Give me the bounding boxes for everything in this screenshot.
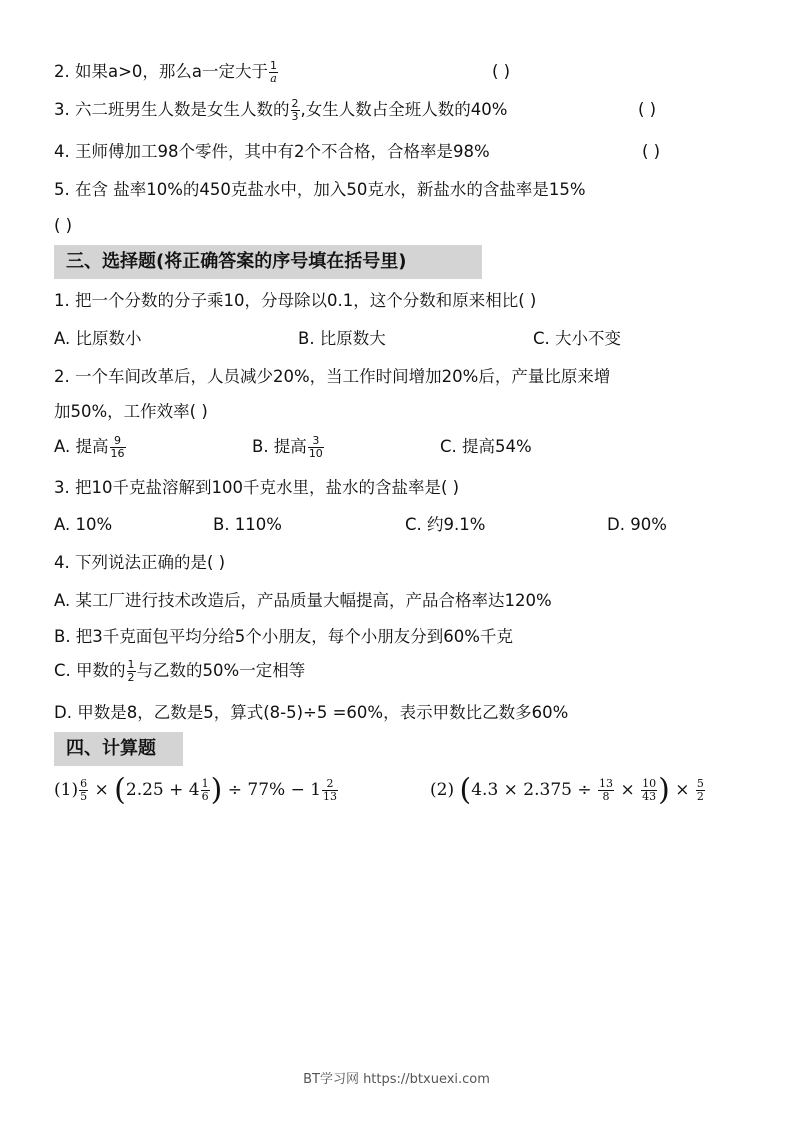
judgement-q2 — [54, 57, 279, 87]
expr-label: (1) — [54, 780, 79, 800]
expr-label: (2) — [430, 780, 455, 800]
footer-watermark: BT学习网 https://btxuexi.com — [303, 1072, 490, 1087]
option-label: C. 甲数的 — [54, 661, 126, 680]
question-text: 4. 王师傅加工98个零件，其中有2个不合格，合格率是98% — [54, 142, 490, 161]
fraction: $\frac{9}{16}$ — [110, 434, 125, 460]
question-text: 3. 六二班男生人数是女生人数的 — [54, 100, 290, 119]
fraction: $\frac{2}{3}$ — [291, 97, 299, 123]
option-a: A. 10% — [54, 515, 113, 534]
fraction: $\frac{6}{5}$ — [80, 777, 88, 803]
option-c: C. 约9.1% — [405, 515, 486, 534]
section-heading-calc: 四、计算题 — [54, 732, 183, 766]
choice-q3: 3. 把10千克盐溶解到100千克水里，盐水的含盐率是( ) — [54, 478, 460, 497]
expr-part: 4.3 × 2.375 ÷ — [471, 780, 592, 800]
judgement-q4 — [54, 137, 490, 167]
option-c: C. 提高54% — [440, 437, 532, 456]
option-label: B. 提高 — [252, 437, 307, 456]
choice-q2: 2. 一个车间改革后，人员减少20%，当工作时间增加20%后，产量比原来增 — [54, 367, 611, 386]
answer-paren: ( ) — [638, 100, 657, 119]
answer-paren: ( ) — [642, 142, 661, 161]
option-b: B. 把3千克面包平均分给5个小朋友，每个小朋友分到60%千克 — [54, 627, 513, 646]
option-a — [54, 432, 127, 462]
operator: × — [675, 780, 690, 800]
question-text-cont: ,女生人数占全班人数的40% — [300, 100, 508, 119]
option-a: A. 某工厂进行技术改造后，产品质量大幅提高，产品合格率达120% — [54, 591, 552, 610]
fraction: $\frac{5}{2}$ — [696, 777, 704, 803]
option-d: D. 甲数是8，乙数是5，算式(8-5)÷5 =60%，表示甲数比乙数多60% — [54, 703, 569, 722]
calc-expression-1 — [54, 770, 339, 810]
option-a: A. 比原数小 — [54, 329, 142, 348]
expr-part: ÷ 77% − 1 — [227, 780, 322, 800]
choice-q2-cont: 加50%，工作效率( ) — [54, 402, 208, 421]
choice-q4: 4. 下列说法正确的是( ) — [54, 553, 226, 572]
choice-q1: 1. 把一个分数的分子乘10，分母除以0.1，这个分数和原来相比( ) — [54, 291, 537, 310]
calc-expression-2 — [430, 770, 706, 810]
option-b: B. 比原数大 — [298, 329, 386, 348]
operator: × — [620, 780, 635, 800]
fraction: $\frac{3}{10}$ — [308, 434, 323, 460]
option-text: 与乙数的50%一定相等 — [136, 661, 306, 680]
operator: × — [94, 780, 109, 800]
question-text: 5. 在含 盐率10%的450克盐水中，加入50克水，新盐水的含盐率是15% — [54, 180, 586, 199]
judgement-q5 — [54, 175, 586, 205]
question-text: 2. 如果a>0，那么a一定大于 — [54, 62, 269, 81]
option-c: C. 大小不变 — [533, 329, 622, 348]
paren: ) — [210, 772, 223, 808]
expr-part: 2.25 + 4 — [125, 780, 200, 800]
option-d: D. 90% — [607, 515, 667, 534]
fraction: $\frac{10}{43}$ — [642, 777, 657, 803]
fraction: $\frac{13}{8}$ — [599, 777, 614, 803]
answer-paren: ( ) — [54, 216, 73, 235]
fraction: $\frac{1}{2}$ — [127, 658, 135, 684]
answer-paren: ( ) — [492, 62, 511, 81]
fraction: $\frac{1}{6}$ — [201, 777, 209, 803]
section-heading-choice: 三、选择题(将正确答案的序号填在括号里) — [54, 245, 482, 279]
paren: ( — [459, 772, 472, 808]
option-c — [54, 656, 305, 686]
paren: ( — [114, 772, 126, 808]
fraction: $\frac{1}{a}$ — [270, 59, 278, 85]
option-b — [252, 432, 325, 462]
judgement-q3 — [54, 95, 507, 125]
paren: ) — [658, 772, 670, 808]
option-label: A. 提高 — [54, 437, 109, 456]
fraction: $\frac{2}{13}$ — [323, 777, 338, 803]
option-b: B. 110% — [213, 515, 282, 534]
